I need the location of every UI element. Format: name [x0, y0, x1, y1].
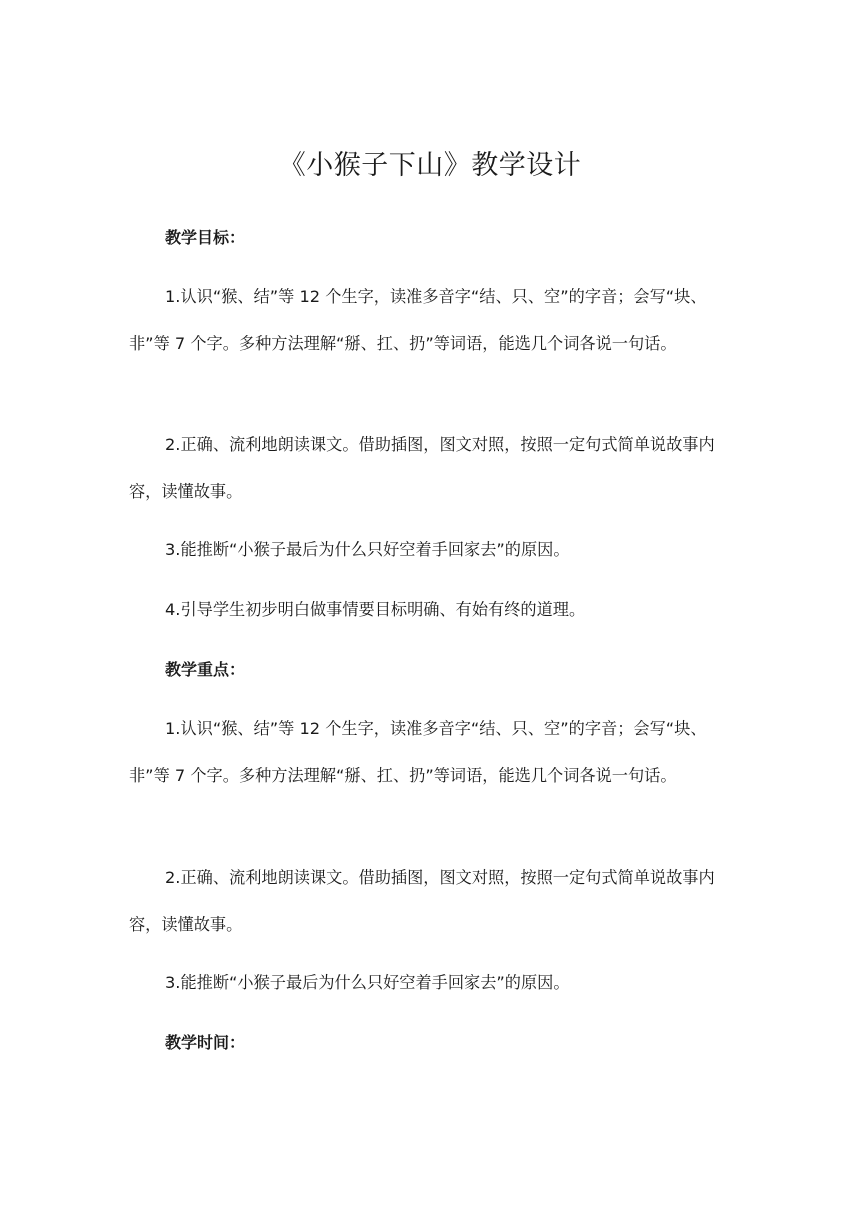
objective-item-4: 4.引导学生初步明白做事情要目标明确、有始有终的道理。	[165, 600, 586, 619]
key-point-item-3: 3.能推断“小猴子最后为什么只好空着手回家去”的原因。	[165, 973, 570, 992]
key-point-item-2: 2.正确、流利地朗读课文。借助插图，图文对照，按照一定句式简单说故事内容，读懂故事。	[129, 868, 715, 934]
section-heading-objectives: 教学目标：	[165, 228, 246, 247]
objective-item-2: 2.正确、流利地朗读课文。借助插图，图文对照，按照一定句式简单说故事内容，读懂故事。	[129, 435, 715, 501]
objective-item-1: 1.认识“猴、结”等 12 个生字，读准多音字“结、只、空”的字音；会写“块、非”等 7 个字。多种方法理解“掰、扛、扔”等词语，能选几个词各说一句话。	[129, 287, 707, 353]
objective-item-3: 3.能推断“小猴子最后为什么只好空着手回家去”的原因。	[165, 540, 570, 559]
document-title: 《小猴子下山》教学设计	[278, 150, 582, 181]
section-heading-key-points: 教学重点：	[165, 660, 246, 679]
section-heading-time: 教学时间：	[165, 1033, 246, 1052]
key-point-item-1: 1.认识“猴、结”等 12 个生字，读准多音字“结、只、空”的字音；会写“块、非”等 7 个字。多种方法理解“掰、扛、扔”等词语，能选几个词各说一句话。	[129, 719, 707, 785]
